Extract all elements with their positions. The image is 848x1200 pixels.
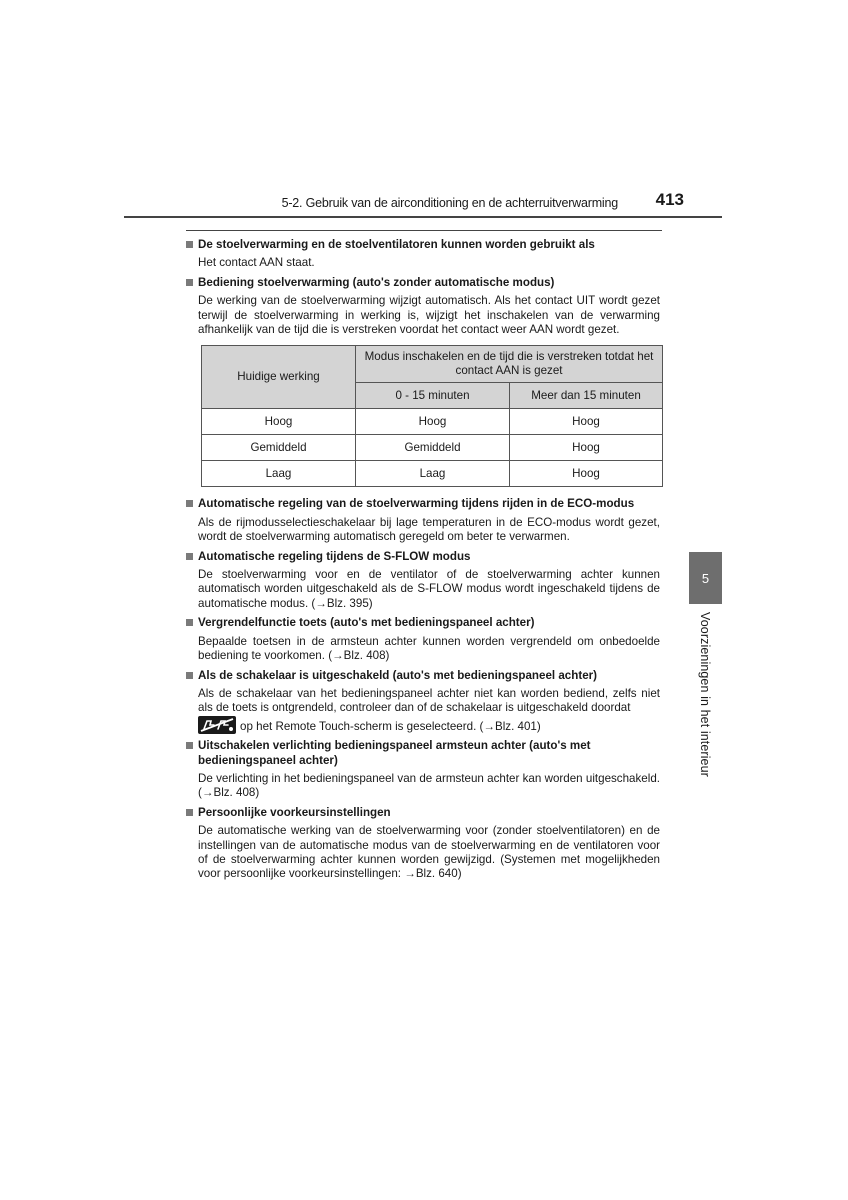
section-heading: Vergrendelfunctie toets (auto's met bedieningspaneel achter): [186, 616, 660, 630]
table-cell: Hoog: [356, 409, 510, 435]
section-text-part: Als de schakelaar van het bedieningspaneel achter niet kan worden bediend, zelfs niet als de toets is ontgrendeld, controleer dan of de schakelaar is uitgeschakeld doordat: [198, 686, 660, 715]
header-0-15-minutes: 0 - 15 minuten: [356, 383, 510, 409]
operation-table: [201, 345, 663, 487]
section-text: De verlichting in het bedieningspaneel van de armsteun achter kan worden uitgeschakeld. (→Blz. 408): [198, 771, 660, 800]
table-cell: Laag: [356, 461, 510, 487]
content-divider: [186, 230, 662, 231]
table-cell: Hoog: [202, 409, 356, 435]
section-text: De stoelverwarming voor en de ventilator of de stoelverwarming achter kunnen automatisch worden uitgeschakeld als de S-FLOW modus wordt ingeschakeld tijdens de automatische modus. (→Blz. 395): [198, 568, 660, 610]
table-row: [202, 435, 663, 461]
chapter-title: Voorzieningen in het interieur: [698, 612, 712, 777]
section-text: [198, 687, 660, 734]
header-over-15-minutes: Meer dan 15 minuten: [510, 383, 663, 409]
section-text: De automatische werking van de stoelverwarming voor (zonder stoelventilatoren) en de instellingen van de automatische modus van de stoelverwarming en de ventilatoren voor of de stoelverwarming achter kunnen worden gewijzigd. (Systemen met mogelijkheden voor persoonlijke voorkeursinstellingen: →Blz. 640): [198, 824, 660, 881]
seat-switch-off-icon-graphic: [198, 716, 236, 734]
table-cell: Gemiddeld: [202, 435, 356, 461]
section-heading: Persoonlijke voorkeursinstellingen: [186, 806, 660, 820]
section-heading: Uitschakelen verlichting bedieningspaneel armsteun achter (auto's met bedieningspaneel achter): [186, 739, 660, 768]
section-text-part: op het Remote Touch-scherm is geselecteerd. (→Blz. 401): [240, 719, 541, 733]
table-row: [202, 461, 663, 487]
table-header-row: [202, 346, 663, 383]
table-row: [202, 409, 663, 435]
table-cell: Hoog: [510, 461, 663, 487]
section-text: Het contact AAN staat.: [198, 256, 315, 270]
seat-switch-off-icon: [198, 716, 236, 734]
section-text: De werking van de stoelverwarming wijzigt automatisch. Als het contact UIT wordt gezet terwijl de stoelverwarming in werking is, wijzigt het inschakelen van de verwarming afhankelijk van de tijd die is verstreken voordat het contact weer AAN wordt gezet.: [198, 294, 660, 337]
section-heading: De stoelverwarming en de stoelventilatoren kunnen worden gebruikt als: [186, 238, 660, 252]
table-cell: Gemiddeld: [356, 435, 510, 461]
section-text: Als de rijmodusselectieschakelaar bij lage temperaturen in de ECO-modus wordt gezet, wordt de stoelverwarming automatisch geregeld om beter te verwarmen.: [198, 515, 660, 544]
section-title: 5-2. Gebruik van de airconditioning en de achterruitverwarming: [281, 196, 618, 210]
section-heading: Bediening stoelverwarming (auto's zonder automatische modus): [186, 276, 660, 290]
section-heading: Automatische regeling tijdens de S-FLOW modus: [186, 550, 660, 564]
section-text: Bepaalde toetsen in de armsteun achter kunnen worden vergrendeld om onbedoelde bediening te voorkomen. (→Blz. 408): [198, 634, 660, 663]
section-heading: Automatische regeling van de stoelverwarming tijdens rijden in de ECO-modus: [186, 497, 660, 511]
page-number: 413: [655, 190, 684, 209]
header-divider: [124, 216, 722, 218]
header-current-operation: Huidige werking: [202, 346, 356, 409]
chapter-tab: 5: [689, 552, 722, 604]
content-body: [186, 238, 660, 887]
operation-table-wrapper: [201, 345, 660, 487]
table-cell: Hoog: [510, 409, 663, 435]
table-cell: Laag: [202, 461, 356, 487]
header-mode-time: Modus inschakelen en de tijd die is verstreken totdat het contact AAN is gezet: [356, 346, 663, 383]
table-cell: Hoog: [510, 435, 663, 461]
section-heading: Als de schakelaar is uitgeschakeld (auto's met bedieningspaneel achter): [186, 669, 660, 683]
